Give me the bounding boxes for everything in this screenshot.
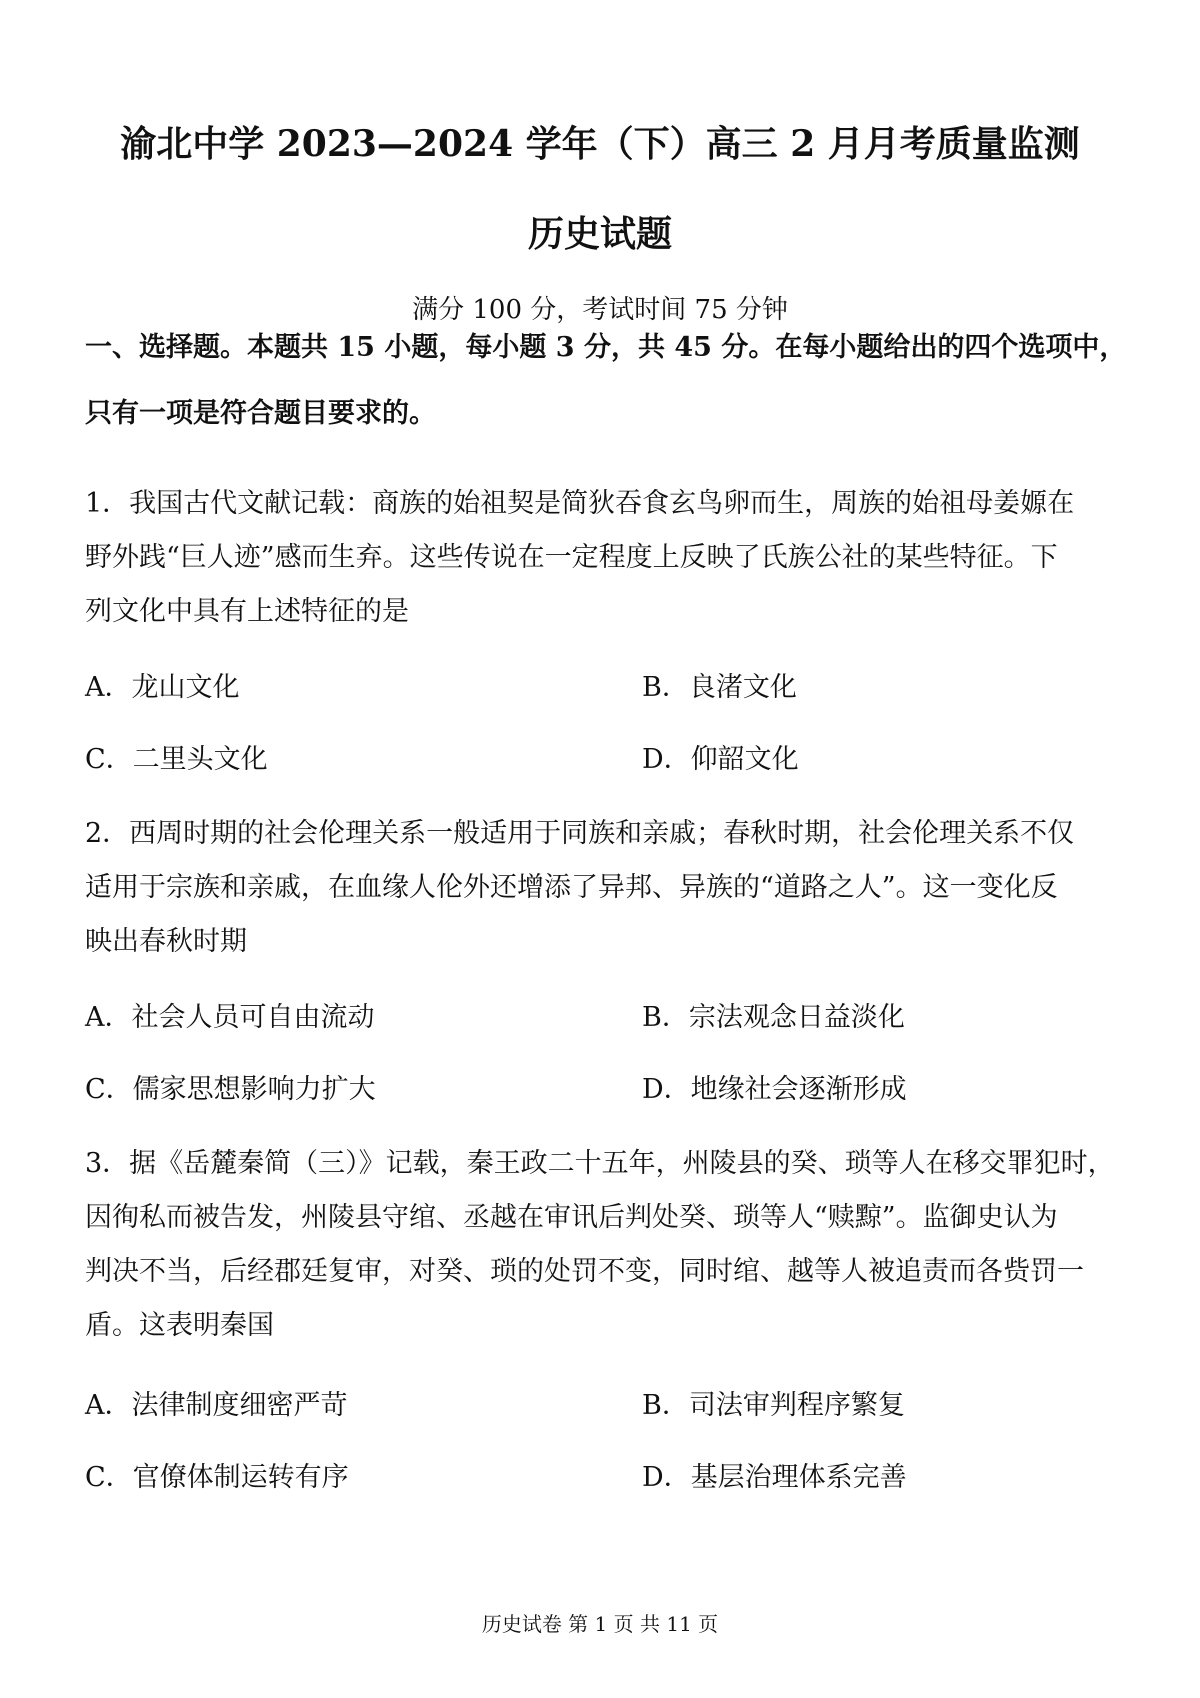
question-1-line-3: 列文化中具有上述特征的是 bbox=[85, 596, 409, 627]
page-footer: 历史试卷 第 1 页 共 11 页 bbox=[481, 1612, 719, 1636]
question-2-line-2: 适用于宗族和亲戚，在血缘人伦外还增添了异邦、异族的“道路之人”。这一变化反 bbox=[85, 872, 1058, 903]
question-1-option-b: B．良渚文化 bbox=[642, 672, 797, 703]
question-2-line-3: 映出春秋时期 bbox=[85, 926, 247, 957]
question-1-option-a: A．龙山文化 bbox=[85, 672, 240, 703]
question-3-option-a: A．法律制度细密严苛 bbox=[85, 1390, 348, 1421]
section-instruction-line-1: 一、选择题。本题共 15 小题，每小题 3 分，共 45 分。在每小题给出的四个选项中， bbox=[85, 332, 1127, 363]
question-1-option-c: C．二里头文化 bbox=[85, 744, 268, 775]
exam-info: 满分 100 分，考试时间 75 分钟 bbox=[412, 295, 788, 325]
question-2-option-b: B．宗法观念日益淡化 bbox=[642, 1002, 905, 1033]
question-3-line-4: 盾。这表明秦国 bbox=[85, 1310, 274, 1341]
question-2-option-c: C．儒家思想影响力扩大 bbox=[85, 1074, 376, 1105]
question-1-option-d: D．仰韶文化 bbox=[642, 744, 799, 775]
subject-title: 历史试题 bbox=[527, 213, 672, 255]
question-3-option-d: D．基层治理体系完善 bbox=[642, 1462, 907, 1493]
question-3-line-2: 因徇私而被告发，州陵县守绾、丞越在审讯后判处癸、琐等人“赎黥”。监御史认为 bbox=[85, 1202, 1058, 1233]
question-3-line-1: 3．据《岳麓秦简（三）》记载，秦王政二十五年，州陵县的癸、琐等人在移交罪犯时， bbox=[85, 1148, 1115, 1179]
question-2-option-a: A．社会人员可自由流动 bbox=[85, 1002, 375, 1033]
section-instruction-line-2: 只有一项是符合题目要求的。 bbox=[85, 398, 436, 429]
question-2-option-d: D．地缘社会逐渐形成 bbox=[642, 1074, 907, 1105]
question-3-option-c: C．官僚体制运转有序 bbox=[85, 1462, 349, 1493]
question-1-line-2: 野外践“巨人迹”感而生弃。这些传说在一定程度上反映了氏族公社的某些特征。下 bbox=[85, 542, 1058, 573]
question-1-line-1: 1．我国古代文献记载：商族的始祖契是简狄吞食玄鸟卵而生，周族的始祖母姜嫄在 bbox=[85, 488, 1075, 519]
question-3-option-b: B．司法审判程序繁复 bbox=[642, 1390, 905, 1421]
question-3-line-3: 判决不当，后经郡廷复审，对癸、琐的处罚不变，同时绾、越等人被追责而各赀罚一 bbox=[85, 1256, 1084, 1287]
question-2-line-1: 2．西周时期的社会伦理关系一般适用于同族和亲戚；春秋时期，社会伦理关系不仅 bbox=[85, 818, 1075, 849]
exam-title: 渝北中学 2023—2024 学年（下）高三 2 月月考质量监测 bbox=[120, 123, 1080, 165]
